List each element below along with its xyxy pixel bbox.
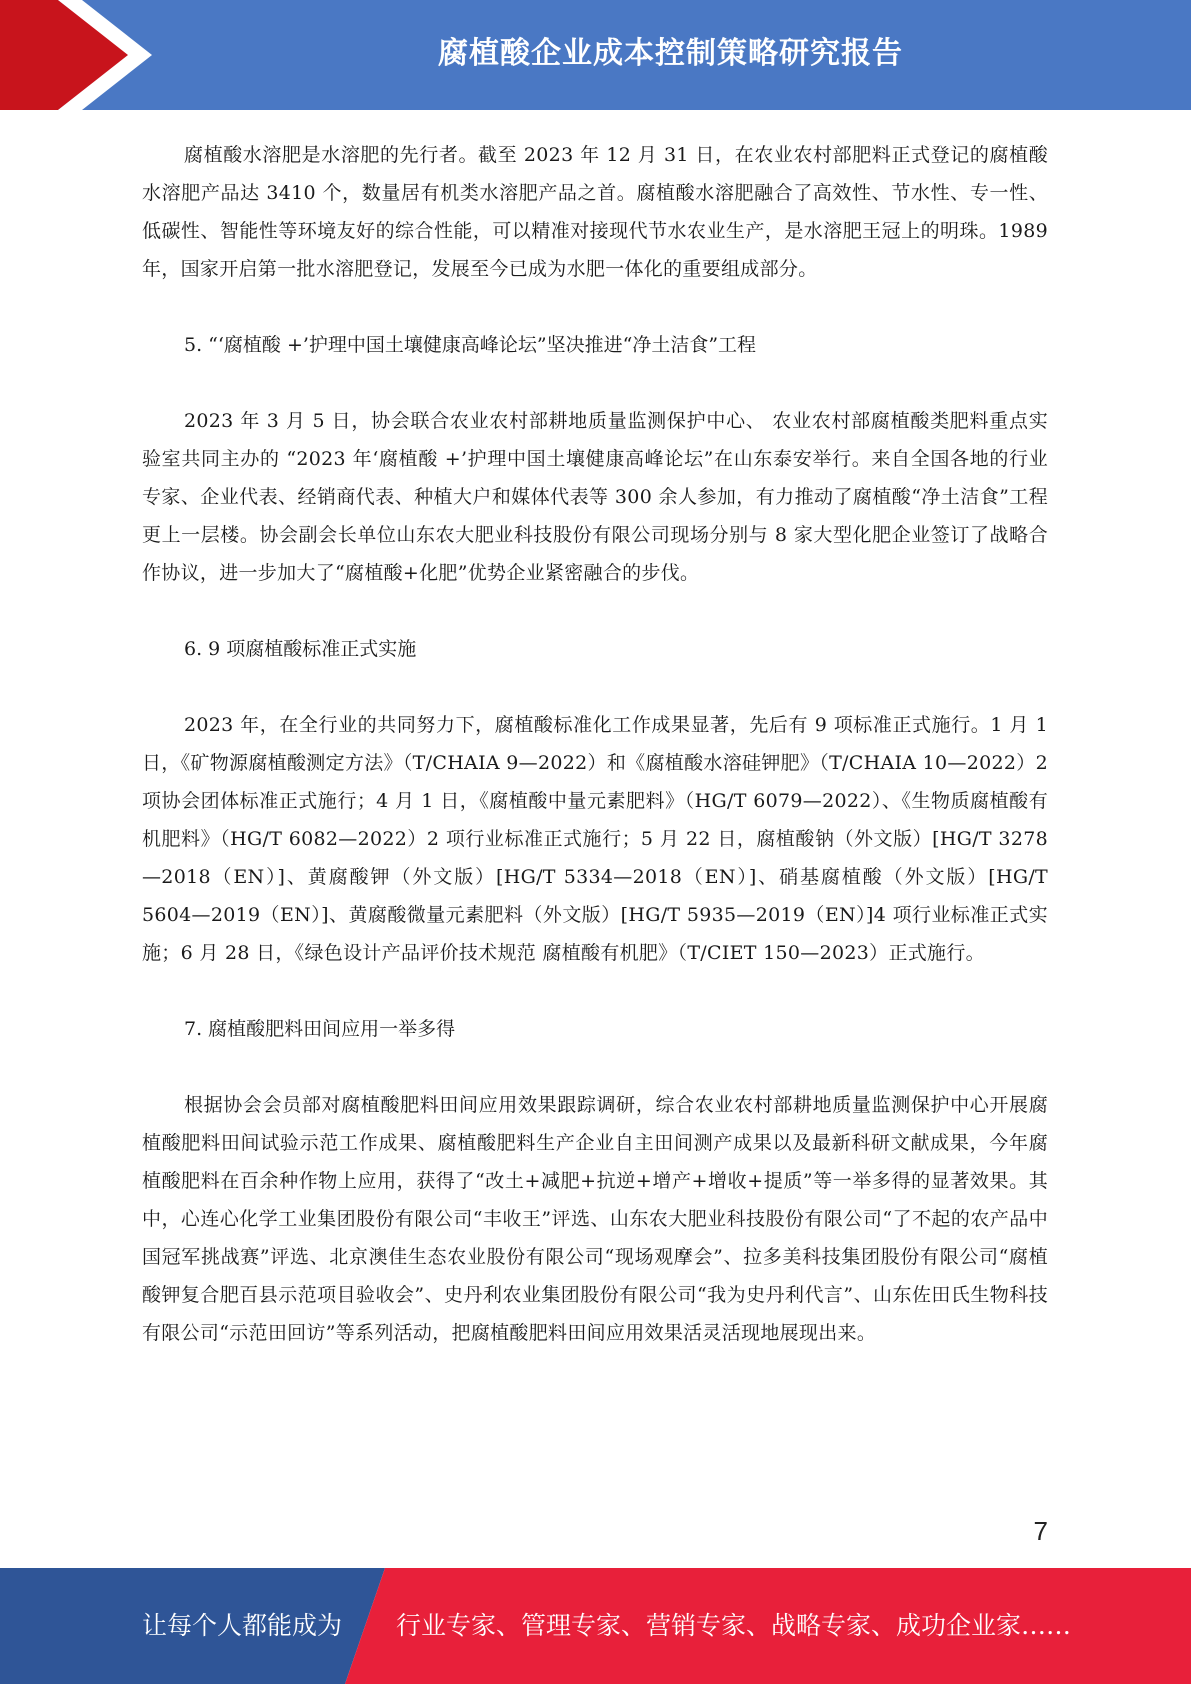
- footer-slogan-left: 让每个人都能成为: [142, 1611, 343, 1640]
- footer-slogan-right: 行业专家、管理专家、营销专家、战略专家、成功企业家……: [396, 1611, 1072, 1640]
- page-footer: [0, 1568, 1191, 1684]
- paragraph-water-soluble-fertilizer: 腐植酸水溶肥是水溶肥的先行者。截至 2023 年 12 月 31 日，在农业农村部肥料正式登记的腐植酸水溶肥产品达 3410 个，数量居有机类水溶肥产品之首。腐植酸水溶肥融合了高效性、节水性、专一性、低碳性、智能性等环境友好的综合性能，可以精准对接现代节水农业生产，是水溶肥王冠上的明珠。1989 年，国家开启第一批水溶肥登记，发展至今已成为水肥一体化的重要组成部分。: [142, 144, 1048, 280]
- section-heading-7: 7. 腐植酸肥料田间应用一举多得: [184, 1018, 456, 1040]
- paragraph-standards: 2023 年，在全行业的共同努力下，腐植酸标准化工作成果显著，先后有 9 项标准正式施行。1 月 1 日，《矿物源腐植酸测定方法》（T/CHAIA 9—2022）和《腐植酸水溶硅钾肥》（T/CHAIA 10—2022）2 项协会团体标准正式施行；4 月 1 日，《腐植酸中量元素肥料》（HG/T 6079—2022）、《生物质腐植酸有机肥料》（HG/T 6082—2022）2 项行业标准正式施行；5 月 22 日，腐植酸钠（外文版）[HG/T 3278—2018（EN）]、黄腐酸钾（外文版）[HG/T 5334—2018（EN）]、硝基腐植酸（外文版）[HG/T 5604—2019（EN）]、黄腐酸微量元素肥料（外文版）[HG/T 5935—2019（EN）]4 项行业标准正式实施；6 月 28 日，《绿色设计产品评价技术规范 腐植酸有机肥》（T/CIET 150—2023）正式施行。: [142, 714, 1048, 964]
- document-body: [142, 136, 1048, 1352]
- section-heading-5: 5. “‘腐植酸 +’护理中国土壤健康高峰论坛”坚决推进“净土洁食”工程: [184, 334, 757, 356]
- paragraph-summit-forum: 2023 年 3 月 5 日，协会联合农业农村部耕地质量监测保护中心、 农业农村部腐植酸类肥料重点实验室共同主办的 “2023 年‘腐植酸 +’护理中国土壤健康高峰论坛”在山东泰安举行。来自全国各地的行业专家、企业代表、经销商代表、种植大户和媒体代表等 300 余人参加，有力推动了腐植酸“净土洁食”工程更上一层楼。协会副会长单位山东农大肥业科技股份有限公司现场分别与 8 家大型化肥企业签订了战略合作协议，进一步加大了“腐植酸+化肥”优势企业紧密融合的步伐。: [142, 410, 1048, 584]
- section-heading-6: 6. 9 项腐植酸标准正式实施: [184, 638, 417, 660]
- page-number: 7: [1033, 1516, 1048, 1546]
- header-title: 腐植酸企业成本控制策略研究报告: [438, 36, 903, 71]
- paragraph-field-application: 根据协会会员部对腐植酸肥料田间应用效果跟踪调研，综合农业农村部耕地质量监测保护中心开展腐植酸肥料田间试验示范工作成果、腐植酸肥料生产企业自主田间测产成果以及最新科研文献成果，今年腐植酸肥料在百余种作物上应用，获得了“改土+减肥+抗逆+增产+增收+提质”等一举多得的显著效果。其中，心连心化学工业集团股份有限公司“丰收王”评选、山东农大肥业科技股份有限公司“了不起的农产品中国冠军挑战赛”评选、北京澳佳生态农业股份有限公司“现场观摩会”、拉多美科技集团股份有限公司“腐植酸钾复合肥百县示范项目验收会”、史丹利农业集团股份有限公司“我为史丹利代言”、山东佐田氏生物科技有限公司“示范田回访”等系列活动，把腐植酸肥料田间应用效果活灵活现地展现出来。: [142, 1094, 1048, 1344]
- page-header: [0, 0, 1191, 110]
